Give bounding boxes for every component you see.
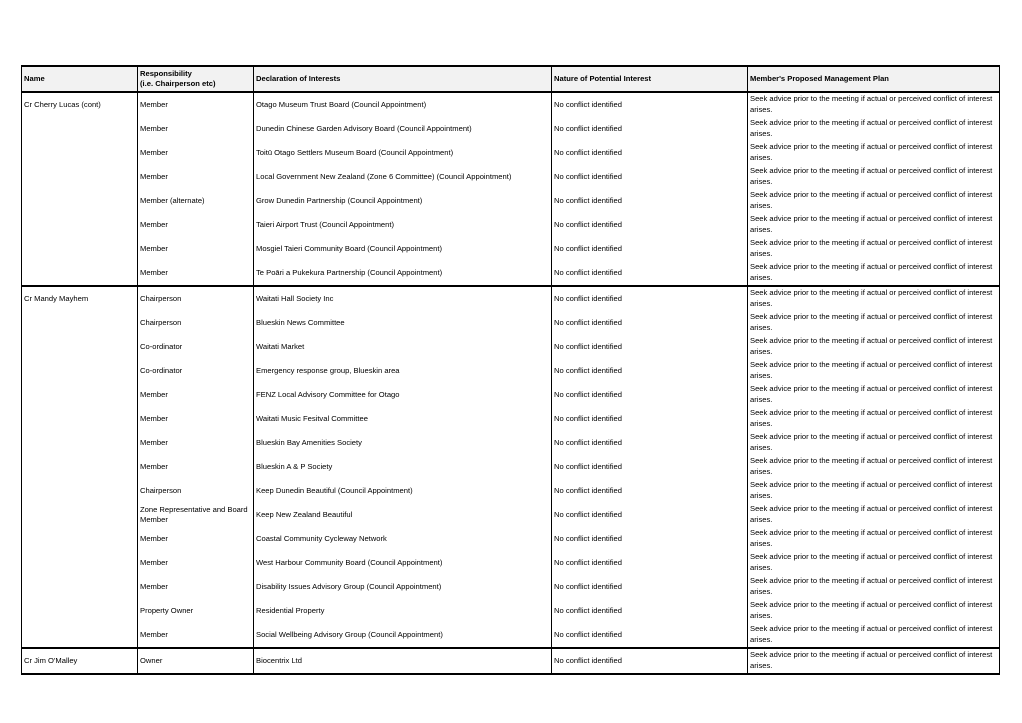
declaration-cell: Blueskin A & P Society	[254, 455, 552, 479]
declaration-cell: FENZ Local Advisory Committee for Otago	[254, 383, 552, 407]
declaration-cell: Taieri Airport Trust (Council Appointment)	[254, 213, 552, 237]
nature-cell: No conflict identified	[552, 623, 748, 648]
declaration-cell: West Harbour Community Board (Council Appointment)	[254, 551, 552, 575]
declaration-cell: Keep New Zealand Beautiful	[254, 503, 552, 527]
declaration-cell: Grow Dunedin Partnership (Council Appointment)	[254, 189, 552, 213]
responsibility-cell: Member	[138, 117, 254, 141]
nature-cell: No conflict identified	[552, 527, 748, 551]
declaration-cell: Coastal Community Cycleway Network	[254, 527, 552, 551]
management-plan-cell: Seek advice prior to the meeting if actual or perceived conflict of interest arises.	[748, 575, 1000, 599]
member-name-cell	[22, 117, 138, 141]
responsibility-cell: Member	[138, 261, 254, 286]
management-plan-cell: Seek advice prior to the meeting if actual or perceived conflict of interest arises.	[748, 237, 1000, 261]
table-row	[22, 648, 1000, 674]
nature-cell: No conflict identified	[552, 92, 748, 117]
responsibility-cell: Member	[138, 237, 254, 261]
management-plan-cell: Seek advice prior to the meeting if actual or perceived conflict of interest arises.	[748, 648, 1000, 674]
table-row	[22, 359, 1000, 383]
declaration-cell: Disability Issues Advisory Group (Council Appointment)	[254, 575, 552, 599]
nature-cell: No conflict identified	[552, 286, 748, 311]
nature-cell: No conflict identified	[552, 431, 748, 455]
declaration-cell: Dunedin Chinese Garden Advisory Board (Council Appointment)	[254, 117, 552, 141]
responsibility-cell: Member	[138, 383, 254, 407]
member-name-cell	[22, 213, 138, 237]
header-declaration: Declaration of Interests	[254, 66, 552, 92]
table-row	[22, 213, 1000, 237]
table-row	[22, 575, 1000, 599]
member-name-cell	[22, 237, 138, 261]
member-name-cell	[22, 527, 138, 551]
management-plan-cell: Seek advice prior to the meeting if actual or perceived conflict of interest arises.	[748, 359, 1000, 383]
header-responsibility-line2: (i.e. Chairperson etc)	[140, 79, 216, 88]
nature-cell: No conflict identified	[552, 213, 748, 237]
nature-cell: No conflict identified	[552, 479, 748, 503]
management-plan-cell: Seek advice prior to the meeting if actual or perceived conflict of interest arises.	[748, 165, 1000, 189]
table-row	[22, 92, 1000, 117]
header-plan: Member's Proposed Management Plan	[748, 66, 1000, 92]
member-name-cell	[22, 599, 138, 623]
responsibility-cell: Chairperson	[138, 286, 254, 311]
nature-cell: No conflict identified	[552, 359, 748, 383]
member-name-cell	[22, 431, 138, 455]
declaration-cell: Blueskin Bay Amenities Society	[254, 431, 552, 455]
member-name-cell	[22, 503, 138, 527]
responsibility-cell: Chairperson	[138, 479, 254, 503]
nature-cell: No conflict identified	[552, 141, 748, 165]
responsibility-cell: Member	[138, 623, 254, 648]
table-row	[22, 551, 1000, 575]
member-name-cell	[22, 311, 138, 335]
management-plan-cell: Seek advice prior to the meeting if actual or perceived conflict of interest arises.	[748, 527, 1000, 551]
member-name-cell	[22, 407, 138, 431]
table-row	[22, 141, 1000, 165]
management-plan-cell: Seek advice prior to the meeting if actual or perceived conflict of interest arises.	[748, 117, 1000, 141]
header-responsibility	[138, 66, 254, 92]
member-name-cell: Cr Cherry Lucas (cont)	[22, 92, 138, 117]
declaration-cell: Waitati Music Fesitval Committee	[254, 407, 552, 431]
management-plan-cell: Seek advice prior to the meeting if actual or perceived conflict of interest arises.	[748, 623, 1000, 648]
management-plan-cell: Seek advice prior to the meeting if actual or perceived conflict of interest arises.	[748, 455, 1000, 479]
table-row	[22, 383, 1000, 407]
nature-cell: No conflict identified	[552, 237, 748, 261]
nature-cell: No conflict identified	[552, 648, 748, 674]
table-row	[22, 335, 1000, 359]
member-name-cell	[22, 141, 138, 165]
member-name-cell: Cr Jim O'Malley	[22, 648, 138, 674]
member-name-cell	[22, 383, 138, 407]
responsibility-cell: Co-ordinator	[138, 359, 254, 383]
responsibility-cell: Member	[138, 455, 254, 479]
management-plan-cell: Seek advice prior to the meeting if actual or perceived conflict of interest arises.	[748, 189, 1000, 213]
table-row	[22, 117, 1000, 141]
management-plan-cell: Seek advice prior to the meeting if actual or perceived conflict of interest arises.	[748, 141, 1000, 165]
member-name-cell	[22, 623, 138, 648]
nature-cell: No conflict identified	[552, 261, 748, 286]
responsibility-cell: Co-ordinator	[138, 335, 254, 359]
declaration-cell: Biocentrix Ltd	[254, 648, 552, 674]
responsibility-cell: Zone Representative and Board Member	[138, 503, 254, 527]
responsibility-cell: Member	[138, 431, 254, 455]
management-plan-cell: Seek advice prior to the meeting if actual or perceived conflict of interest arises.	[748, 311, 1000, 335]
declaration-cell: Blueskin News Committee	[254, 311, 552, 335]
nature-cell: No conflict identified	[552, 335, 748, 359]
declaration-cell: Waitati Market	[254, 335, 552, 359]
management-plan-cell: Seek advice prior to the meeting if actual or perceived conflict of interest arises.	[748, 286, 1000, 311]
nature-cell: No conflict identified	[552, 503, 748, 527]
nature-cell: No conflict identified	[552, 599, 748, 623]
table-row	[22, 527, 1000, 551]
management-plan-cell: Seek advice prior to the meeting if actual or perceived conflict of interest arises.	[748, 599, 1000, 623]
interests-register-table	[21, 65, 1000, 675]
responsibility-cell: Chairperson	[138, 311, 254, 335]
member-name-cell	[22, 189, 138, 213]
header-name: Name	[22, 66, 138, 92]
nature-cell: No conflict identified	[552, 311, 748, 335]
table-row	[22, 286, 1000, 311]
nature-cell: No conflict identified	[552, 165, 748, 189]
management-plan-cell: Seek advice prior to the meeting if actual or perceived conflict of interest arises.	[748, 335, 1000, 359]
table-row	[22, 431, 1000, 455]
management-plan-cell: Seek advice prior to the meeting if actual or perceived conflict of interest arises.	[748, 407, 1000, 431]
management-plan-cell: Seek advice prior to the meeting if actual or perceived conflict of interest arises.	[748, 479, 1000, 503]
responsibility-cell: Member	[138, 551, 254, 575]
management-plan-cell: Seek advice prior to the meeting if actual or perceived conflict of interest arises.	[748, 261, 1000, 286]
member-name-cell	[22, 165, 138, 189]
declaration-cell: Social Wellbeing Advisory Group (Council Appointment)	[254, 623, 552, 648]
declaration-cell: Toitū Otago Settlers Museum Board (Council Appointment)	[254, 141, 552, 165]
responsibility-cell: Member	[138, 92, 254, 117]
nature-cell: No conflict identified	[552, 575, 748, 599]
table-row	[22, 237, 1000, 261]
member-name-cell	[22, 359, 138, 383]
declaration-cell: Keep Dunedin Beautiful (Council Appointment)	[254, 479, 552, 503]
responsibility-cell: Member	[138, 527, 254, 551]
declaration-cell: Residential Property	[254, 599, 552, 623]
nature-cell: No conflict identified	[552, 117, 748, 141]
management-plan-cell: Seek advice prior to the meeting if actual or perceived conflict of interest arises.	[748, 503, 1000, 527]
nature-cell: No conflict identified	[552, 189, 748, 213]
responsibility-cell: Member	[138, 141, 254, 165]
table-row	[22, 599, 1000, 623]
member-name-cell	[22, 335, 138, 359]
declaration-cell: Emergency response group, Blueskin area	[254, 359, 552, 383]
declaration-cell: Waitati Hall Society Inc	[254, 286, 552, 311]
table-row	[22, 311, 1000, 335]
table-row	[22, 261, 1000, 286]
management-plan-cell: Seek advice prior to the meeting if actual or perceived conflict of interest arises.	[748, 383, 1000, 407]
table-row	[22, 455, 1000, 479]
table-row	[22, 165, 1000, 189]
table-row	[22, 407, 1000, 431]
nature-cell: No conflict identified	[552, 407, 748, 431]
table-row	[22, 623, 1000, 648]
table-row	[22, 189, 1000, 213]
member-name-cell	[22, 551, 138, 575]
responsibility-cell: Member	[138, 213, 254, 237]
nature-cell: No conflict identified	[552, 551, 748, 575]
member-name-cell	[22, 455, 138, 479]
member-name-cell	[22, 575, 138, 599]
management-plan-cell: Seek advice prior to the meeting if actual or perceived conflict of interest arises.	[748, 431, 1000, 455]
nature-cell: No conflict identified	[552, 383, 748, 407]
responsibility-cell: Member	[138, 575, 254, 599]
table-row	[22, 479, 1000, 503]
responsibility-cell: Member	[138, 165, 254, 189]
register-body	[22, 92, 1000, 674]
management-plan-cell: Seek advice prior to the meeting if actual or perceived conflict of interest arises.	[748, 213, 1000, 237]
declaration-cell: Local Government New Zealand (Zone 6 Committee) (Council Appointment)	[254, 165, 552, 189]
member-name-cell	[22, 261, 138, 286]
declaration-cell: Otago Museum Trust Board (Council Appointment)	[254, 92, 552, 117]
header-nature: Nature of Potential Interest	[552, 66, 748, 92]
member-name-cell	[22, 479, 138, 503]
management-plan-cell: Seek advice prior to the meeting if actual or perceived conflict of interest arises.	[748, 92, 1000, 117]
declaration-cell: Te Poāri a Pukekura Partnership (Council Appointment)	[254, 261, 552, 286]
header-row	[22, 66, 1000, 92]
header-responsibility-line1: Responsibility	[140, 68, 192, 78]
responsibility-cell: Property Owner	[138, 599, 254, 623]
responsibility-cell: Member	[138, 407, 254, 431]
table-row	[22, 503, 1000, 527]
nature-cell: No conflict identified	[552, 455, 748, 479]
member-name-cell: Cr Mandy Mayhem	[22, 286, 138, 311]
responsibility-cell: Owner	[138, 648, 254, 674]
management-plan-cell: Seek advice prior to the meeting if actual or perceived conflict of interest arises.	[748, 551, 1000, 575]
declaration-cell: Mosgiel Taieri Community Board (Council Appointment)	[254, 237, 552, 261]
responsibility-cell: Member (alternate)	[138, 189, 254, 213]
